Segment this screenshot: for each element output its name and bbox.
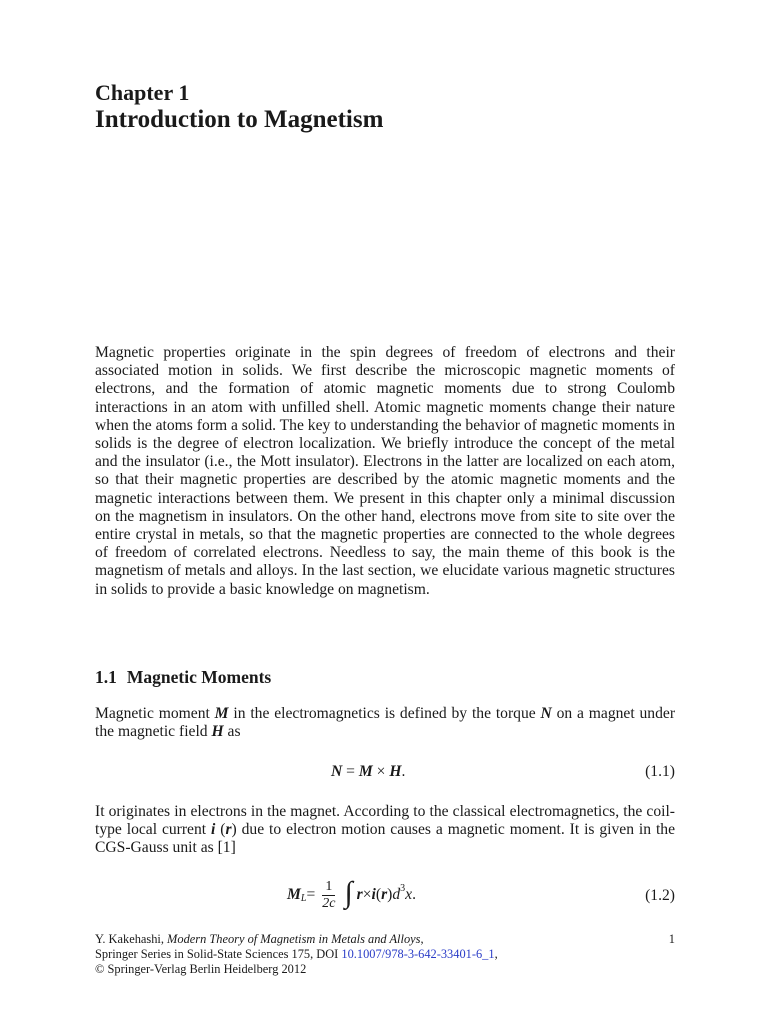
paren-close: ) [387, 886, 393, 903]
footer-comma: , [420, 932, 424, 946]
math-symbol-r: r [356, 886, 363, 903]
math-symbol-N: N [540, 705, 552, 722]
math-symbol-M: M [287, 886, 301, 903]
equals-sign: = [342, 763, 359, 780]
equation-1-2 [95, 872, 675, 918]
math-symbol-N: N [331, 763, 343, 780]
math-symbol-i: i [211, 821, 216, 839]
math-symbol-r: r [381, 886, 388, 903]
fraction-numerator: 1 [322, 879, 335, 896]
footer-author: Y. Kakehashi, [95, 932, 168, 946]
math-symbol-H: H [389, 763, 402, 780]
paragraph-classical-origin [95, 803, 675, 858]
period: . [412, 886, 416, 903]
text-run: It originates in electrons in the magnet. According to the classical electromagnetics, the coil-type local current [95, 803, 675, 839]
math-symbol-H: H [211, 723, 224, 741]
footer-series: Springer Series in Solid-State Sciences 175, DOI [95, 947, 342, 961]
fraction [319, 879, 338, 912]
math-symbol-i: i [371, 886, 376, 903]
book-page [95, 0, 675, 1024]
section-heading [95, 666, 271, 688]
footer-series-line [95, 947, 675, 962]
cross-product-sign: × [362, 886, 372, 903]
superscript-3: 3 [400, 883, 406, 894]
equation-body [331, 762, 405, 782]
doi-link[interactable]: 10.1007/978-3-642-33401-6_1 [341, 947, 495, 961]
equation-number: (1.1) [645, 763, 675, 780]
paren-open: ( [215, 821, 226, 839]
equals-sign: = [306, 886, 316, 903]
text-run: due to electron motion causes a magnetic moment. It is given in the CGS-Gauss unit as [1] [95, 821, 675, 857]
text-run: on a magnet under the magnetic field [95, 705, 676, 741]
section-title: Magnetic Moments [126, 667, 272, 687]
cross-product-sign: × [372, 763, 390, 780]
text-run: in the electromagnetics is defined by the torque [228, 705, 541, 722]
footer-book-title: Modern Theory of Magnetism in Metals and Alloys [167, 932, 421, 946]
math-symbol-x: x [405, 886, 413, 903]
math-symbol-r: r [225, 821, 232, 839]
integral-sign: ∫ [344, 876, 353, 909]
math-symbol-M: M [358, 763, 373, 780]
paren-open: ( [375, 886, 382, 903]
fraction-denominator: 2c [322, 895, 336, 911]
paren-close: ) [231, 821, 237, 839]
page-footer [95, 932, 675, 977]
chapter-abstract: Magnetic properties originate in the spin degrees of freedom of electrons and their associated motion in solids. We first describe the microscopic magnetic moments of electrons, and the formation of atomic magnetic moments due to strong Coulomb interactions in an atom with unfilled shell. Atomic magnetic moments change their nature when the atoms form a solid. The key to understanding the behavior of magnetic moments in solids is the degree of electron localization. We briefly introduce the concept of the metal and the insulator (i.e., the Mott insulator). Electrons in the latter are localized on each atom, so that their magnetic properties are described by the atomic magnetic moments and the magnetic interactions between them. We present in this chapter only a minimal discussion on the magnetism in insulators. On the other hand, electrons move from site to site over the entire crystal in metals, so that the magnetic properties are connected to the whole degrees of freedom of correlated electrons. Needless to say, the main theme of this book is the magnetism of metals and alloys. In the last section, we elucidate various magnetic structures in solids to provide a basic knowledge on magnetism. [95, 344, 676, 598]
equation-1-1 [95, 762, 675, 784]
footer-doi-end: , [494, 947, 498, 961]
equation-body [287, 872, 416, 918]
paragraph-magnetic-moment-definition [95, 705, 675, 741]
section-number: 1.1 [95, 667, 117, 687]
subscript-L: L [300, 893, 307, 904]
text-run: Magnetic moment [95, 705, 215, 722]
footer-copyright: © Springer-Verlag Berlin Heidelberg 2012 [95, 962, 307, 976]
equation-number: (1.2) [645, 887, 675, 904]
footer-citation-line [95, 932, 675, 947]
chapter-label: Chapter 1 [95, 80, 190, 105]
text-run: as [223, 723, 241, 741]
math-symbol-M: M [214, 705, 229, 722]
math-symbol-d: d [392, 886, 401, 903]
period: . [401, 763, 406, 780]
chapter-title: Introduction to Magnetism [95, 106, 384, 133]
page-number: 1 [668, 932, 675, 946]
